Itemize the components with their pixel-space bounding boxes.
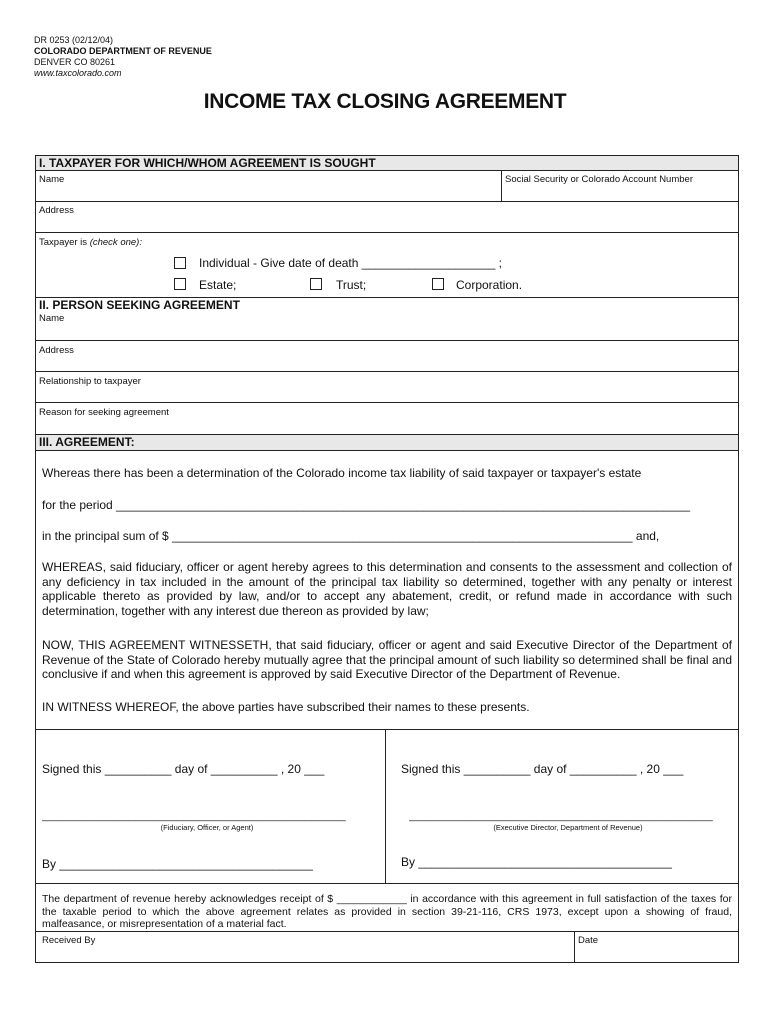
estate-checkbox[interactable] bbox=[174, 278, 186, 290]
director-signature-line: ____________________________________________________ bbox=[409, 810, 713, 822]
ssn-label: Social Security or Colorado Account Number bbox=[505, 174, 693, 185]
section2-heading: II. PERSON SEEKING AGREEMENT bbox=[39, 298, 240, 312]
form-id: DR 0253 (02/12/04) bbox=[34, 35, 114, 45]
trust-option-label: Trust; bbox=[336, 278, 367, 292]
department-website: www.taxcolorado.com bbox=[34, 68, 122, 78]
received-by-label: Received By bbox=[42, 935, 96, 946]
divider bbox=[36, 883, 738, 884]
taxpayer-name-label: Name bbox=[39, 174, 65, 185]
department-name: COLORADO DEPARTMENT OF REVENUE bbox=[34, 46, 212, 56]
now-witnesseth-text: NOW, THIS AGREEMENT WITNESSETH, that said fiduciary, officer or agent and said Executive Director of the Department of Revenue of the State of Colorado hereby mutually agree that the principal amount of such liability so determined shall be final and conclusive if and when this agreement is approved by said Executive Director of the Department of Revenue. bbox=[42, 638, 732, 681]
name-ssn-divider bbox=[501, 171, 502, 201]
witness-whereof-text: IN WITNESS WHEREOF, the above parties have subscribed their names to these presents. bbox=[42, 700, 530, 714]
fiduciary-caption: (Fiduciary, Officer, or Agent) bbox=[160, 823, 254, 832]
date-label: Date bbox=[578, 935, 599, 946]
signature-divider bbox=[385, 729, 386, 883]
signed-date-director: Signed this __________ day of __________ , 20 ___ bbox=[401, 762, 684, 776]
agreement-form bbox=[35, 155, 739, 963]
individual-option-label: Individual - Give date of death ____________________ ; bbox=[199, 256, 502, 270]
divider bbox=[36, 402, 738, 403]
divider bbox=[36, 232, 738, 233]
trust-checkbox[interactable] bbox=[310, 278, 322, 290]
corporation-checkbox[interactable] bbox=[432, 278, 444, 290]
individual-checkbox[interactable] bbox=[174, 257, 186, 269]
taxpayer-address-label: Address bbox=[39, 205, 74, 216]
signed-date-fiduciary: Signed this __________ day of __________ , 20 ___ bbox=[42, 762, 325, 776]
department-city: DENVER CO 80261 bbox=[34, 57, 116, 67]
whereas-determination-text: Whereas there has been a determination of the Colorado income tax liability of said taxpayer or taxpayer's estate bbox=[42, 466, 642, 480]
reason-label: Reason for seeking agreement bbox=[39, 407, 169, 418]
fiduciary-signature-line: ____________________________________________________ bbox=[42, 810, 346, 822]
divider bbox=[36, 201, 738, 202]
by-fiduciary-line: By ______________________________________ bbox=[42, 857, 313, 871]
divider bbox=[36, 340, 738, 341]
director-caption: (Executive Director, Department of Revenue) bbox=[493, 823, 643, 832]
section1-heading: I. TAXPAYER FOR WHICH/WHOM AGREEMENT IS SOUGHT bbox=[36, 156, 738, 171]
person-name-label: Name bbox=[39, 313, 65, 324]
principal-sum-field: in the principal sum of $ _____________________________________________________________________ and, bbox=[42, 529, 660, 543]
corporation-option-label: Corporation. bbox=[456, 278, 523, 292]
page-title: INCOME TAX CLOSING AGREEMENT bbox=[203, 90, 567, 113]
estate-option-label: Estate; bbox=[199, 278, 237, 292]
relationship-label: Relationship to taxpayer bbox=[39, 376, 141, 387]
form-header bbox=[34, 35, 212, 79]
check-one-text: (check one): bbox=[89, 237, 142, 248]
taxpayer-is-label bbox=[39, 237, 142, 248]
receipt-acknowledgement-text: The department of revenue hereby acknowledges receipt of $ ____________ in accordance with this agreement in full satisfaction of the taxes for the taxable period to which the above agreement relates as provided in section 39-21-116, CRS 1973, except upon a showing of fraud, malfeasance, or misrepresentation of a material fact. bbox=[42, 893, 732, 930]
whereas-consent-text: WHEREAS, said fiduciary, officer or agent hereby agrees to this determination and consents to the assessment and collection of any deficiency in tax included in the amount of the principal tax liability so determined, together with any penalty or interest applicable thereto as provided by law, and/or to accept any abatement, credit, or refund made in accordance with such determination, together with any interest due thereon as provided by law; bbox=[42, 560, 732, 618]
by-director-line: By ______________________________________ bbox=[401, 855, 672, 869]
divider bbox=[36, 729, 738, 730]
section3-heading: III. AGREEMENT: bbox=[36, 435, 738, 451]
divider bbox=[36, 931, 738, 932]
person-address-label: Address bbox=[39, 345, 74, 356]
divider bbox=[36, 371, 738, 372]
received-date-divider bbox=[574, 931, 575, 963]
period-field: for the period ______________________________________________________________________________________ bbox=[42, 498, 690, 512]
taxpayer-is-text: Taxpayer is bbox=[39, 237, 88, 248]
